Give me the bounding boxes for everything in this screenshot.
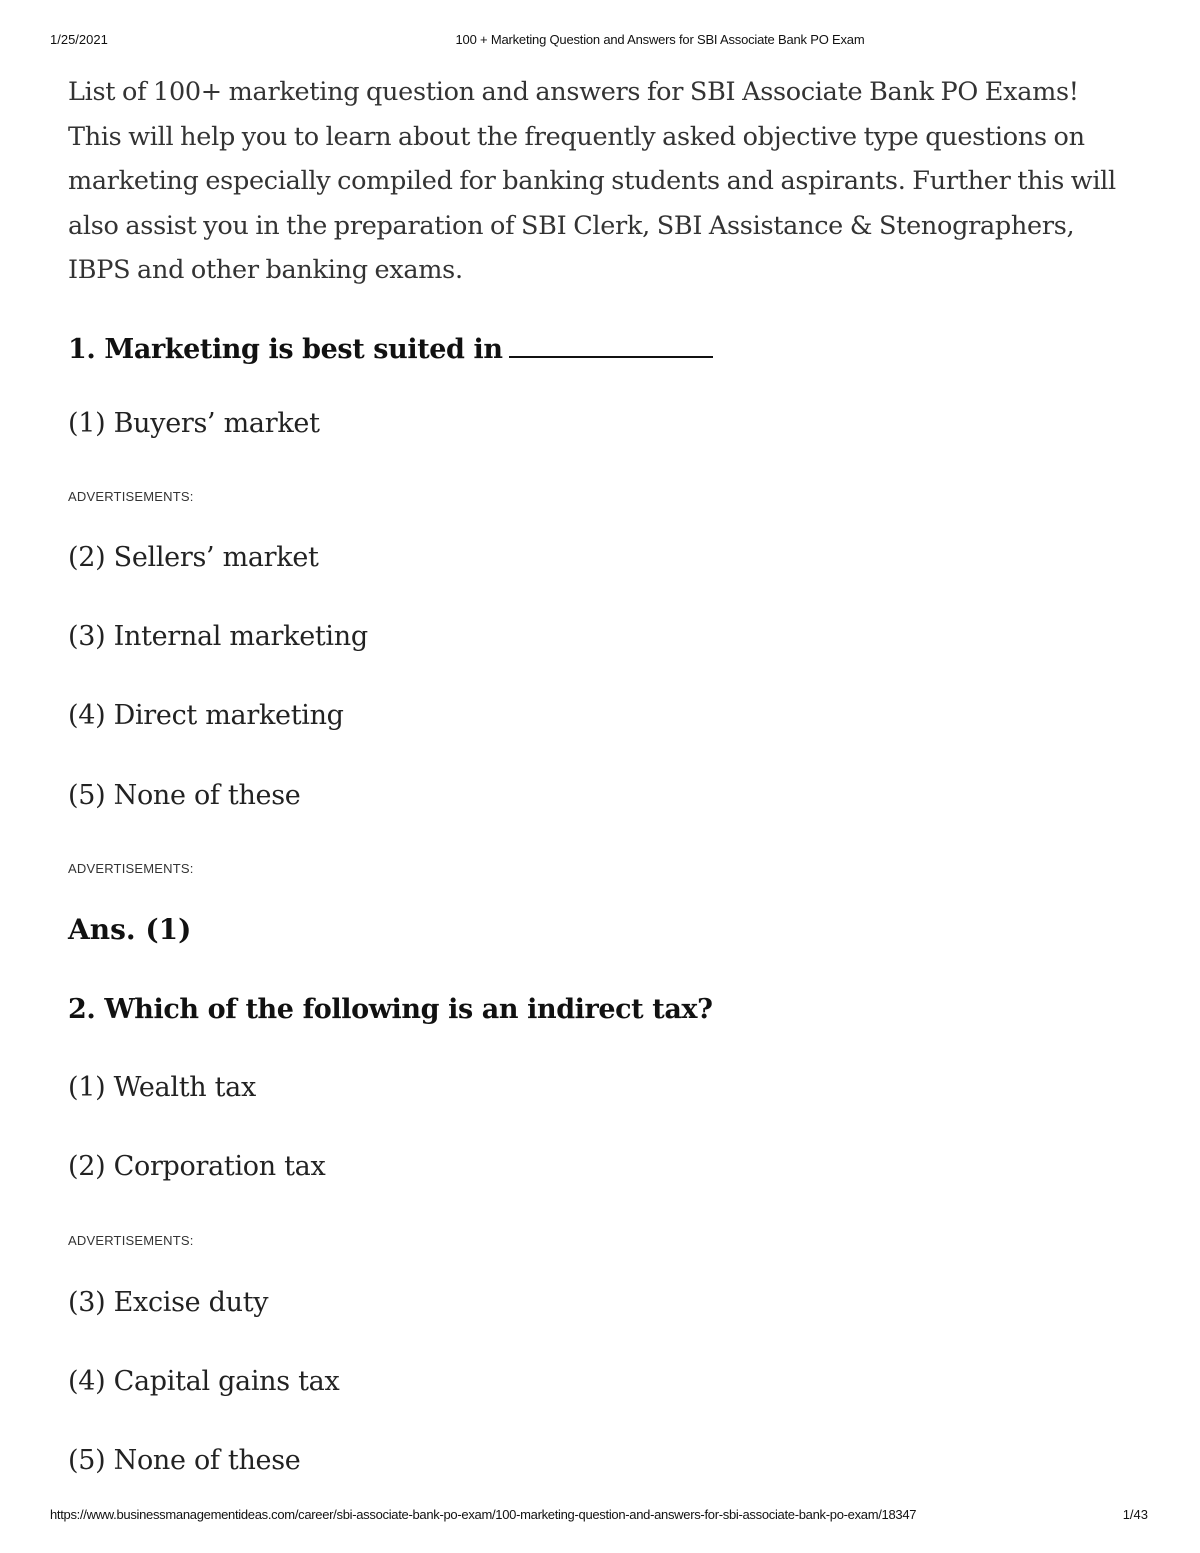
q1-option-4: (4) Direct marketing — [68, 700, 344, 731]
q1-answer: Ans. (1) — [68, 913, 192, 946]
advertisements-label: ADVERTISEMENTS: — [68, 489, 194, 504]
question-1 — [68, 330, 713, 365]
q2-option-2: (2) Corporation tax — [68, 1151, 326, 1182]
q2-option-4: (4) Capital gains tax — [68, 1366, 340, 1397]
question-1-text: 1. Marketing is best suited in — [68, 334, 503, 365]
print-page-title: 100 + Marketing Question and Answers for SBI Associate Bank PO Exam — [455, 32, 865, 47]
q1-option-2: (2) Sellers’ market — [68, 542, 319, 573]
print-date: 1/25/2021 — [50, 32, 108, 47]
question-2: 2. Which of the following is an indirect tax? — [68, 994, 713, 1025]
q1-option-1: (1) Buyers’ market — [68, 408, 320, 439]
print-footer — [0, 1507, 1200, 1525]
source-url[interactable]: https://www.businessmanagementideas.com/career/sbi-associate-bank-po-exam/100-marketing-question-and-answers-for-sbi-associate-bank-po-exam/18347 — [50, 1507, 917, 1522]
q2-option-5: (5) None of these — [68, 1445, 301, 1476]
page-number: 1/43 — [1122, 1507, 1148, 1522]
q1-option-3: (3) Internal marketing — [68, 621, 368, 652]
q1-option-5: (5) None of these — [68, 780, 301, 811]
print-header — [0, 32, 1200, 50]
q2-option-3: (3) Excise duty — [68, 1287, 269, 1318]
answer-blank — [509, 330, 713, 358]
advertisements-label: ADVERTISEMENTS: — [68, 861, 194, 876]
advertisements-label: ADVERTISEMENTS: — [68, 1233, 194, 1248]
intro-paragraph: List of 100+ marketing question and answers for SBI Associate Bank PO Exams! This will help you to learn about the frequently asked objective type questions on marketing especially compiled for banking students and aspirants. Further this will also assist you in the preparation of SBI Clerk, SBI Assistance & Stenographers, IBPS and other banking exams. — [68, 77, 1116, 285]
q2-option-1: (1) Wealth tax — [68, 1072, 256, 1103]
